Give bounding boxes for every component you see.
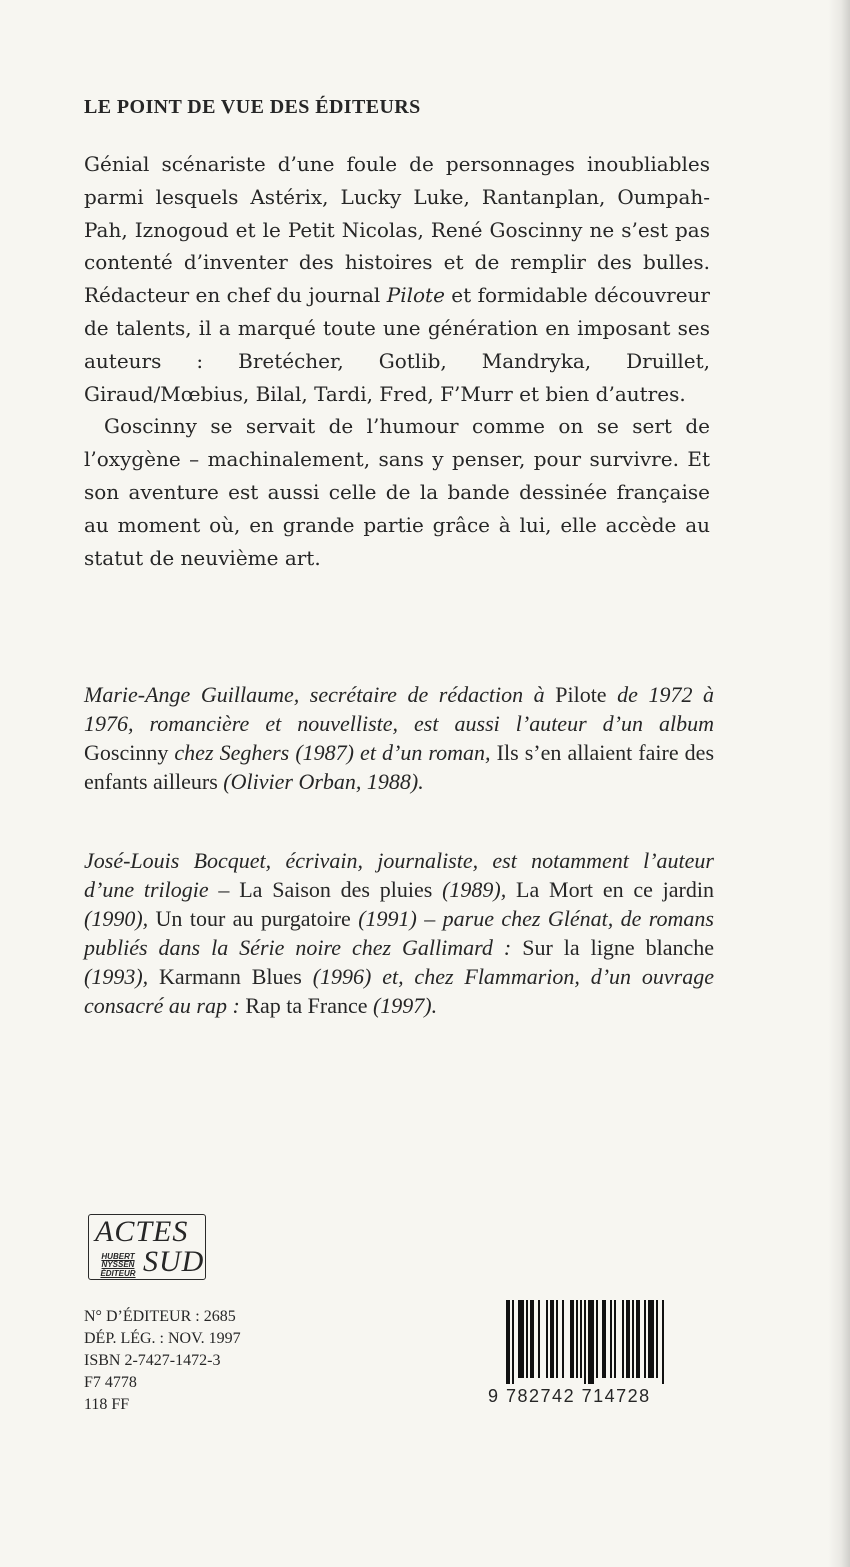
actes-sud-logo: [88, 1214, 206, 1280]
blurb-paragraph-1: Génial scénariste d’une foule de personnages inoubliables parmi lesquels Astérix, Lucky Luke, Rantanplan, Oumpah-Pah, Iznogoud et le Petit Nicolas, René Goscinny ne s’est pas contenté d’inventer des histoires et de remplir des bulles. Rédacteur en chef du journal Pilote et formidable découvreur de talents, il a marqué toute une génération en imposant ses auteurs : Bretécher, Gotlib, Mandryka, Druillet, Giraud/Mœbius, Bilal, Tardi, Fred, F’Murr et bien d’autres.: [84, 152, 710, 406]
barcode-bar: [570, 1300, 574, 1378]
barcode-bar: [538, 1300, 540, 1378]
barcode: [488, 1298, 724, 1410]
barcode-bar: [512, 1300, 514, 1384]
barcode-bar: [614, 1300, 616, 1378]
barcode-bar: [546, 1300, 548, 1378]
catalog-code: F7 4778: [84, 1374, 137, 1391]
barcode-bar: [526, 1300, 528, 1378]
barcode-bar: [580, 1300, 582, 1378]
journal-title: Pilote: [386, 283, 445, 308]
barcode-bar: [506, 1300, 510, 1384]
barcode-bar: [622, 1300, 624, 1378]
blurb-paragraph-2: Goscinny se servait de l’humour comme on se sert de l’oxygène – machinalement, sans y penser, pour survivre. Et son aventure est aussi celle de la bande dessinée française au moment où, en grande partie grâce à lui, elle accède au statut de neuvième art.: [84, 414, 710, 570]
barcode-digits: 9 782742 714728: [488, 1386, 651, 1406]
barcode-bar: [610, 1300, 612, 1378]
barcode-bar: [588, 1300, 594, 1384]
barcode-bar: [656, 1300, 658, 1378]
barcode-bar: [602, 1300, 606, 1378]
legal-deposit: DÉP. LÉG. : NOV. 1997: [84, 1330, 241, 1347]
barcode-bar: [576, 1300, 578, 1378]
barcode-bar: [518, 1300, 524, 1378]
barcode-bar: [530, 1300, 534, 1378]
barcode-bar: [584, 1300, 586, 1384]
author-bio-bocquet: José-Louis Bocquet, écrivain, journaliste, est notamment l’auteur d’une trilogie – La Saison des pluies (1989), La Mort en ce jardin (1990), Un tour au purgatoire (1991) – parue chez Glénat, de romans publiés dans la Série noire chez Gallimard : Sur la ligne blanche (1993), Karmann Blues (1996) et, chez Flammarion, d’un ouvrage consacré au rap : Rap ta France (1997).: [84, 848, 715, 1018]
logo-subtitle: HUBERT NYSSEN ÉDITEUR: [100, 1252, 136, 1278]
barcode-bar: [562, 1300, 564, 1378]
barcode-bar: [556, 1300, 558, 1378]
author-bio-guillaume: Marie-Ange Guillaume, secrétaire de rédaction à Pilote de 1972 à 1976, romancière et nouvelliste, est aussi l’auteur d’un album Goscinny chez Seghers (1987) et d’un roman, Ils s’en allaient faire des enfants ailleurs (Olivier Orban, 1988).: [84, 682, 715, 794]
barcode-bar: [596, 1300, 598, 1378]
editor-number: N° D’ÉDITEUR : 2685: [84, 1308, 236, 1325]
colophon: [84, 1306, 241, 1416]
barcode-bar: [550, 1300, 554, 1378]
spine-shadow: [828, 0, 850, 1567]
barcode-bar: [662, 1300, 664, 1384]
price: 118 FF: [84, 1396, 130, 1413]
logo-actes: ACTES: [95, 1215, 189, 1248]
barcode-bar: [632, 1300, 634, 1378]
barcode-bar: [636, 1300, 640, 1378]
barcode-bars: [488, 1298, 724, 1384]
publisher-blurb: [84, 148, 710, 574]
barcode-bar: [626, 1300, 630, 1378]
logo-sud: SUD: [143, 1245, 205, 1278]
barcode-bar: [648, 1300, 654, 1378]
section-heading: LE POINT DE VUE DES ÉDITEURS: [84, 96, 421, 118]
isbn: ISBN 2-7427-1472-3: [84, 1352, 221, 1369]
barcode-bar: [644, 1300, 646, 1378]
